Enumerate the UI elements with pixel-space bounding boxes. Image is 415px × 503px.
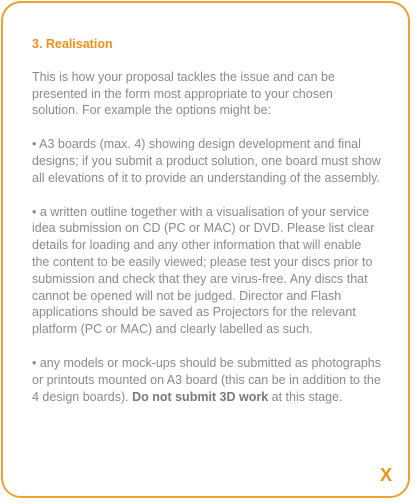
- bullet-written-outline: • a written outline together with a visualisation of your service idea submission on CD (PC or MAC) or DVD. Please list clear details for loading and any other information that will enable the content to be easily viewed; please test your discs prior to submission and check that they are virus-free. Any discs that cannot be opened will not be judged. Director and Flash applications should be saved as Projectors for the relevant platform (PC or MAC) and clearly labelled as such.: [32, 204, 375, 337]
- panel-content: [32, 36, 382, 422]
- section-heading: 3. Realisation: [32, 37, 113, 51]
- bullet-models-end: at this stage.: [268, 389, 343, 404]
- intro-paragraph: This is how your proposal tackles the issue and can be presented in the form most appropriate to your chosen solution. For example the options might be:: [32, 69, 335, 118]
- close-button[interactable]: X: [379, 465, 392, 485]
- bullet-models-warning: Do not submit 3D work: [132, 389, 269, 404]
- bullet-models: [32, 355, 382, 405]
- bullet-models-text: • any models or mock-ups should be submitted as photographs or printouts mounted on A3 board (this can be in addition to the 4 design boards).: [32, 355, 382, 404]
- bullet-a3-boards: • A3 boards (max. 4) showing design development and final designs; if you submit a product solution, one board must show all elevations of it to provide an understanding of the assembly.: [32, 137, 381, 185]
